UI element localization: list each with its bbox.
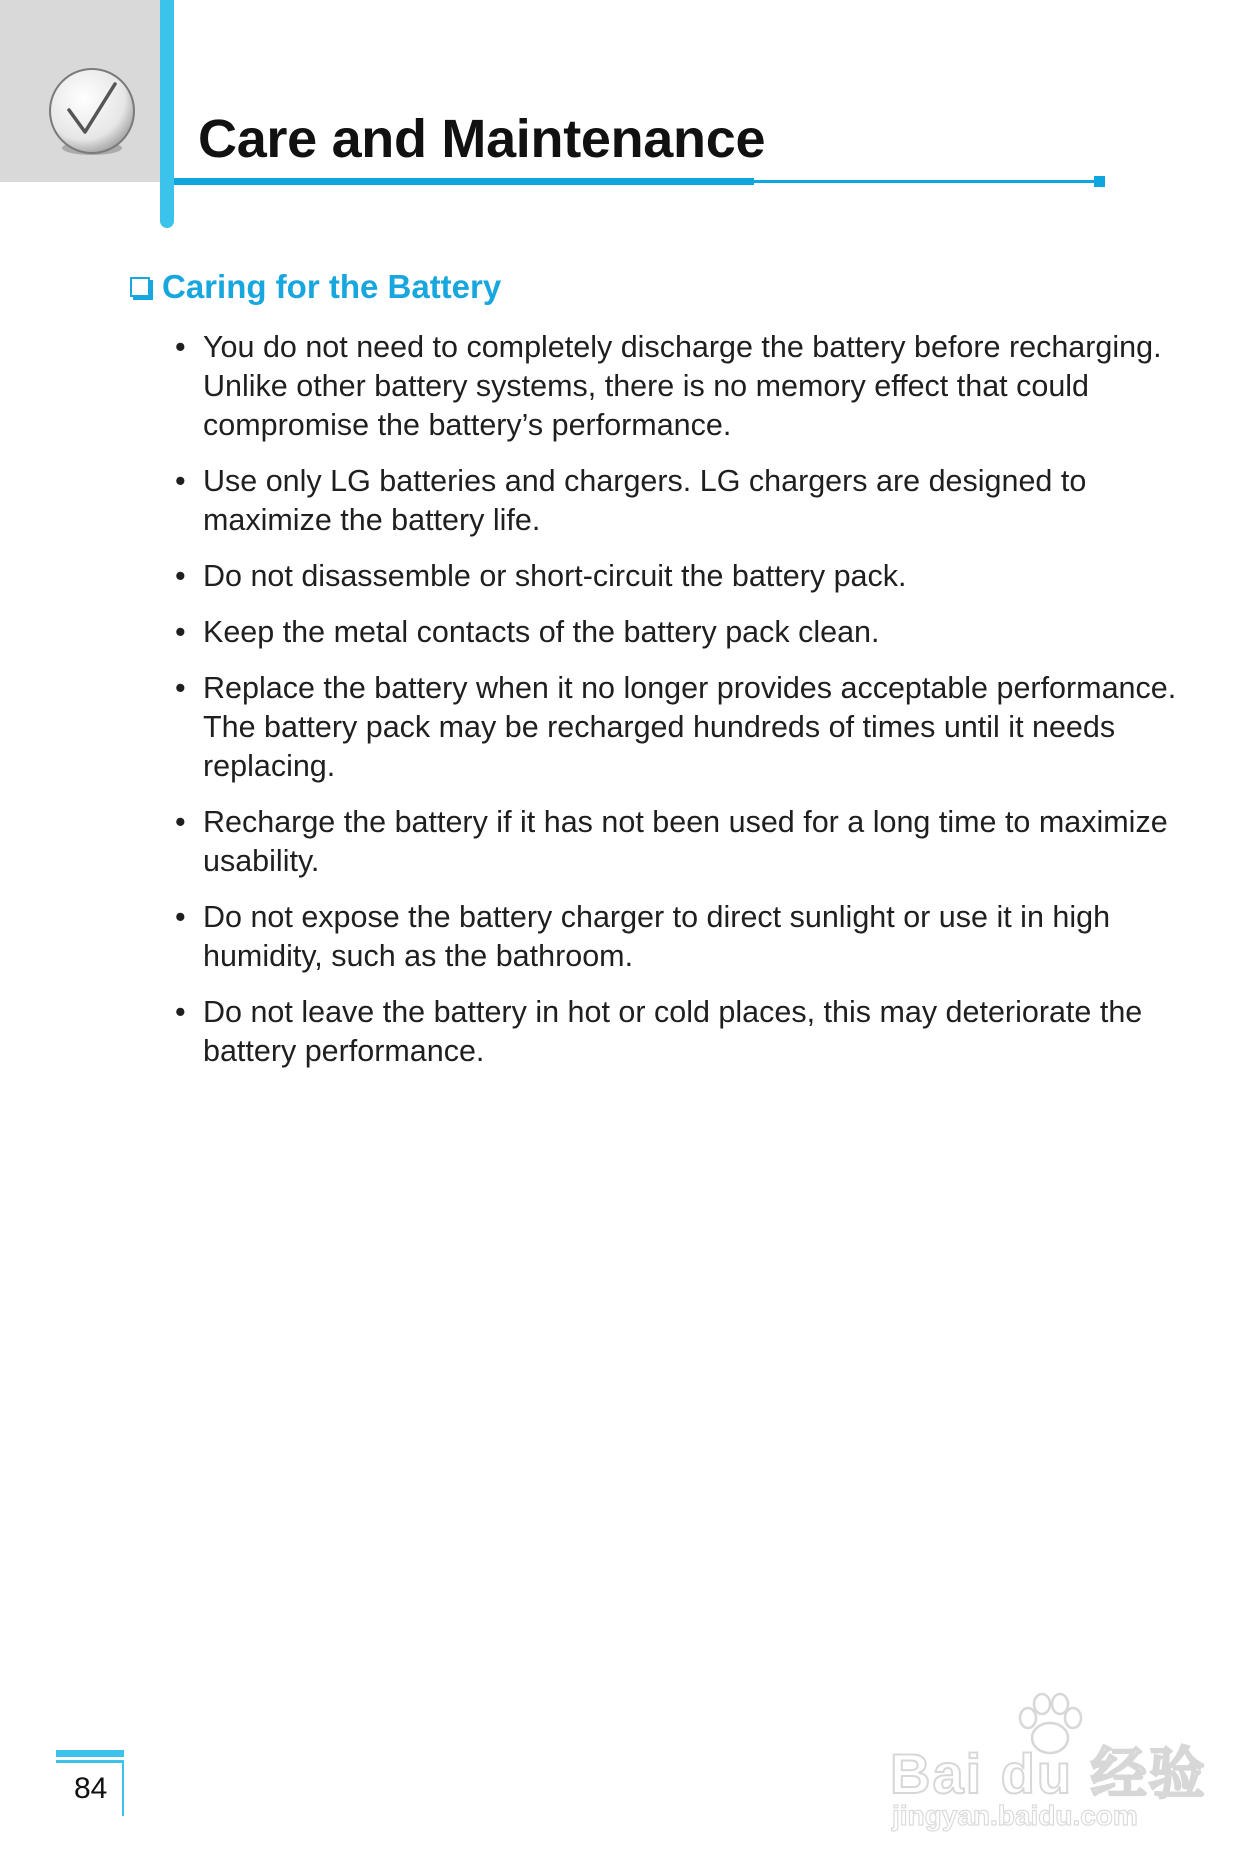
list-item-text: Use only LG batteries and chargers. LG chargers are designed to maximize the battery life. <box>203 464 1087 537</box>
bullet-dot-icon: • <box>175 615 186 649</box>
bullet-dot-icon: • <box>175 330 186 364</box>
title-rule-end <box>1094 176 1105 187</box>
page-number-box <box>56 1750 124 1812</box>
battery-care-section <box>130 268 1184 1088</box>
watermark-brand: Bai du 经验 <box>890 1742 1207 1805</box>
list-item-text: Replace the battery when it no longer provides acceptable performance. The battery pack may be recharged hundreds of times until it needs replacing. <box>203 671 1177 783</box>
list-item <box>130 462 1184 540</box>
bullet-dot-icon: • <box>175 671 186 705</box>
page-title: Care and Maintenance <box>198 109 766 169</box>
checkmark-badge-icon <box>45 66 140 161</box>
list-item <box>130 993 1184 1071</box>
bullet-dot-icon: • <box>175 464 186 498</box>
list-item <box>130 669 1184 786</box>
section-heading-text: Caring for the Battery <box>162 268 502 305</box>
list-item-text: Recharge the battery if it has not been used for a long time to maximize usability. <box>203 805 1168 878</box>
list-item <box>130 613 1184 652</box>
bullet-dot-icon: • <box>175 900 186 934</box>
bullet-dot-icon: • <box>175 805 186 839</box>
title-rule-thin <box>754 180 1096 183</box>
page-number-divider <box>122 1760 124 1816</box>
section-heading <box>130 268 1184 306</box>
watermark-url: jingyan.baidu.com <box>892 1800 1138 1831</box>
list-item <box>130 898 1184 976</box>
bullet-dot-icon: • <box>175 995 186 1029</box>
page-number: 84 <box>74 1772 108 1805</box>
list-item-text: You do not need to completely discharge the battery before recharging. Unlike other battery systems, there is no memory effect that could compromise the battery’s performance. <box>203 330 1162 442</box>
list-item-text: Do not expose the battery charger to direct sunlight or use it in high humidity, such as the bathroom. <box>203 900 1111 973</box>
title-rule <box>174 178 754 185</box>
bullet-dot-icon: • <box>175 559 186 593</box>
list-item <box>130 803 1184 881</box>
checkbox-bullet-icon <box>130 277 150 297</box>
list-item-text: Do not disassemble or short-circuit the battery pack. <box>203 559 907 593</box>
list-item-text: Do not leave the battery in hot or cold places, this may deteriorate the battery performance. <box>203 995 1143 1068</box>
header-accent-bar <box>160 0 174 228</box>
page-number-bar <box>56 1750 124 1757</box>
watermark <box>890 1690 1207 1840</box>
list-item <box>130 557 1184 596</box>
list-item-text: Keep the metal contacts of the battery pack clean. <box>203 615 880 649</box>
list-item <box>130 328 1184 445</box>
bullet-list <box>130 328 1184 1071</box>
page-number-bar-thin <box>56 1760 124 1763</box>
